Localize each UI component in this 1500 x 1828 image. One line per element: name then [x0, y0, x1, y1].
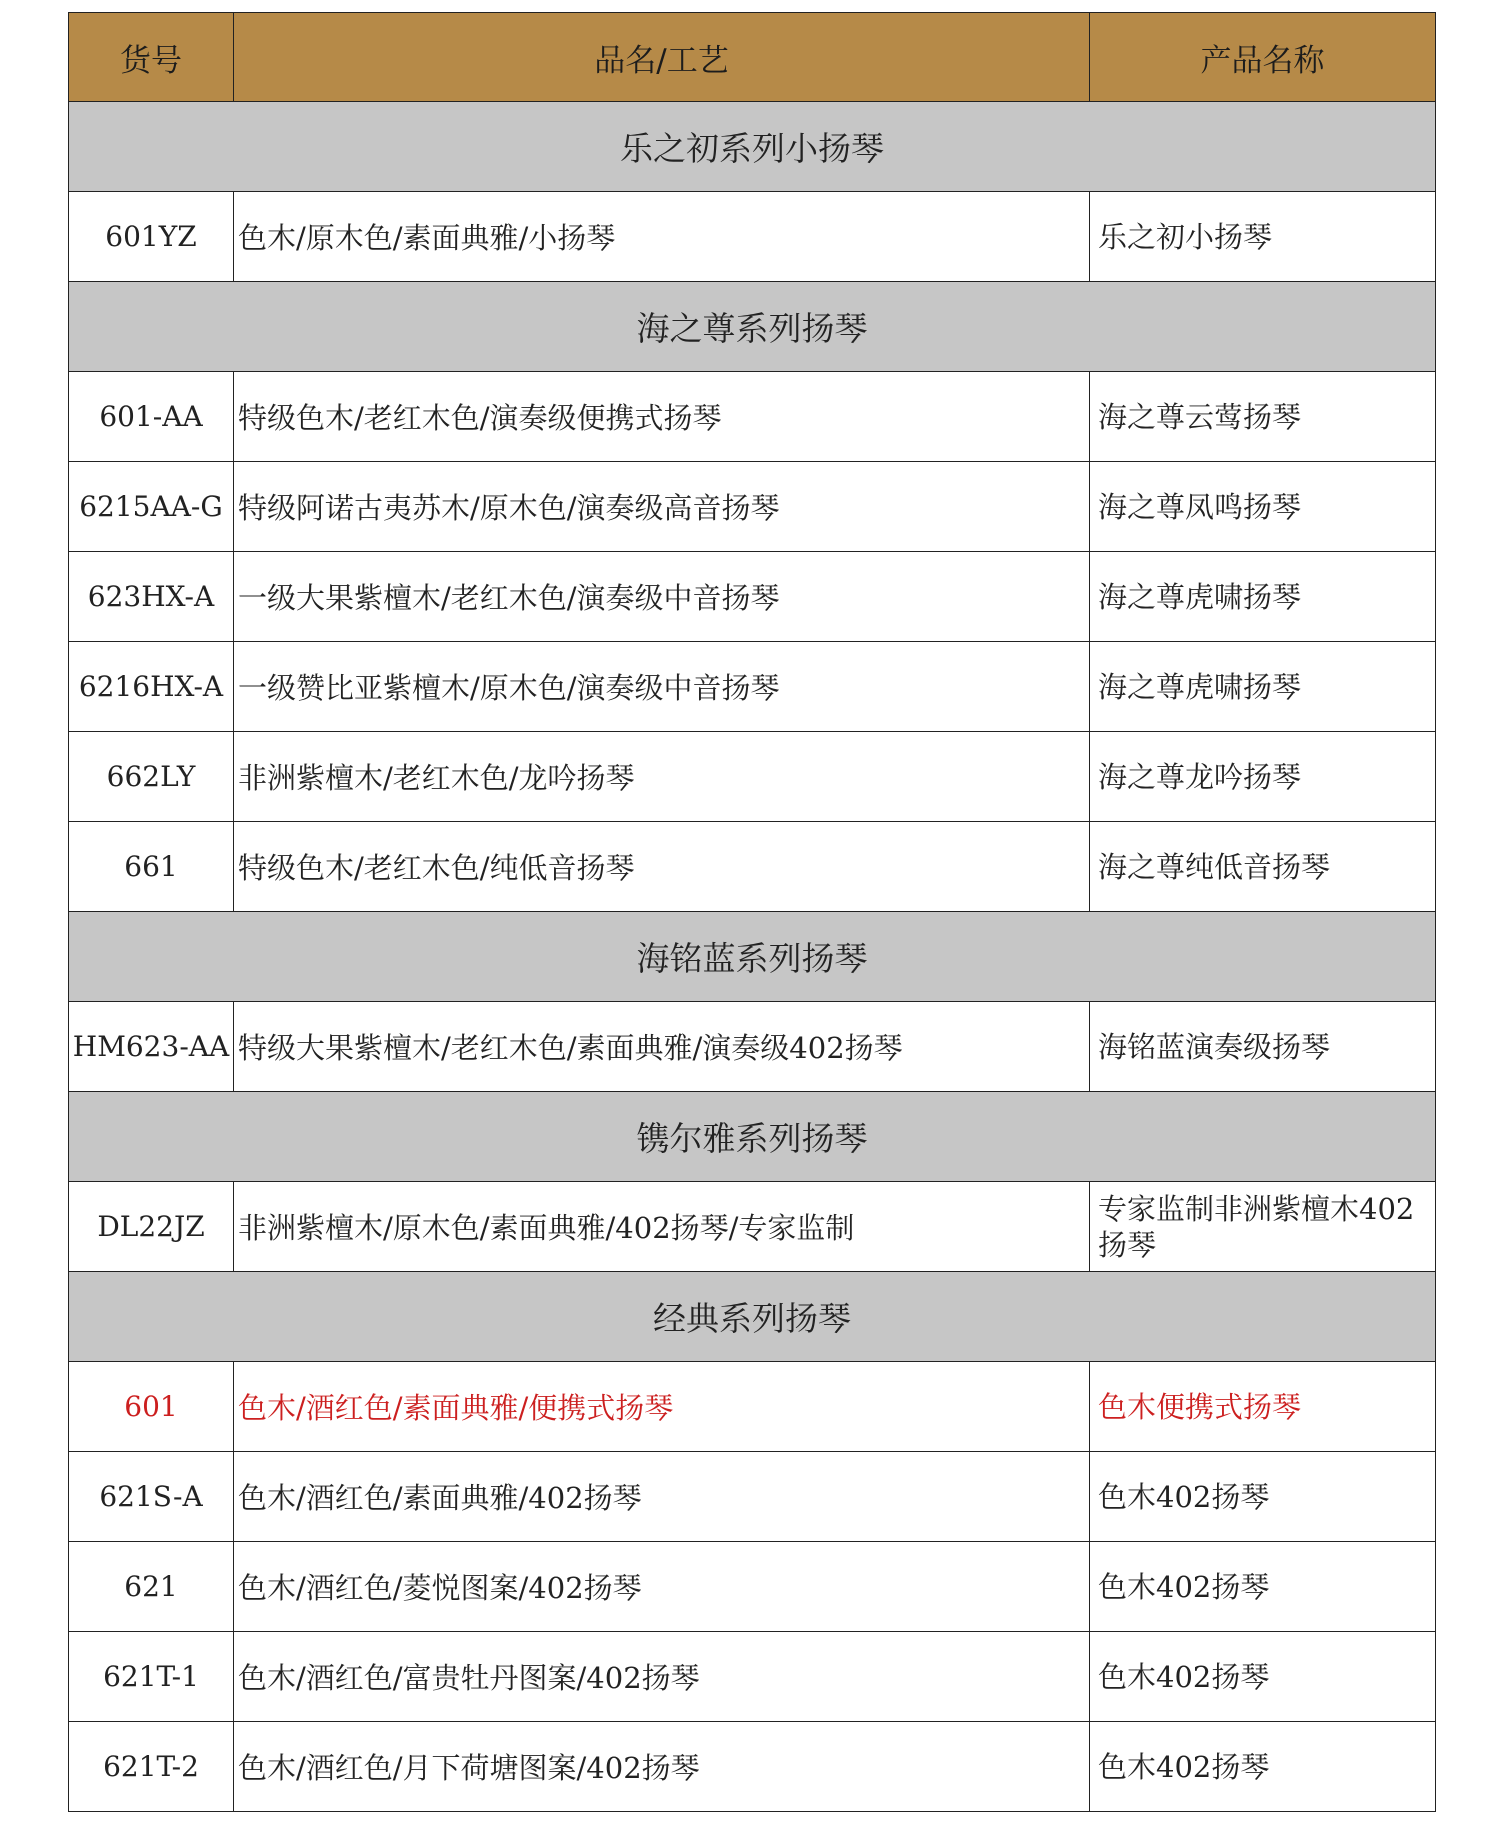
section-header-row	[69, 102, 1436, 192]
table-row	[69, 732, 1436, 822]
product-code: 621S-A	[69, 1452, 234, 1542]
product-code: 662LY	[69, 732, 234, 822]
product-code: DL22JZ	[69, 1182, 234, 1272]
product-name: 海之尊虎啸扬琴	[1090, 552, 1436, 642]
table-row	[69, 462, 1436, 552]
product-name: 海之尊纯低音扬琴	[1090, 822, 1436, 912]
section-title: 海铭蓝系列扬琴	[69, 912, 1436, 1002]
table-row	[69, 1452, 1436, 1542]
product-description: 特级色木/老红木色/演奏级便携式扬琴	[234, 372, 1090, 462]
table-row	[69, 1542, 1436, 1632]
product-name: 色木便携式扬琴	[1090, 1362, 1436, 1452]
product-name: 海之尊云莺扬琴	[1090, 372, 1436, 462]
product-table-container	[68, 12, 1435, 1812]
product-name: 色木402扬琴	[1090, 1542, 1436, 1632]
table-row	[69, 372, 1436, 462]
product-code: 621	[69, 1542, 234, 1632]
section-title: 经典系列扬琴	[69, 1272, 1436, 1362]
section-header-row	[69, 282, 1436, 372]
product-description: 非洲紫檀木/原木色/素面典雅/402扬琴/专家监制	[234, 1182, 1090, 1272]
product-code: 6216HX-A	[69, 642, 234, 732]
product-code: 601-AA	[69, 372, 234, 462]
section-header-row	[69, 1092, 1436, 1182]
product-description: 特级大果紫檀木/老红木色/素面典雅/演奏级402扬琴	[234, 1002, 1090, 1092]
table-row	[69, 552, 1436, 642]
product-description: 色木/酒红色/月下荷塘图案/402扬琴	[234, 1722, 1090, 1812]
table-header-row	[69, 13, 1436, 102]
product-description: 色木/酒红色/菱悦图案/402扬琴	[234, 1542, 1090, 1632]
product-code: 601YZ	[69, 192, 234, 282]
product-description: 一级大果紫檀木/老红木色/演奏级中音扬琴	[234, 552, 1090, 642]
product-description: 色木/酒红色/富贵牡丹图案/402扬琴	[234, 1632, 1090, 1722]
header-desc: 品名/工艺	[234, 13, 1090, 102]
header-code: 货号	[69, 13, 234, 102]
product-description: 色木/酒红色/素面典雅/402扬琴	[234, 1452, 1090, 1542]
section-header-row	[69, 912, 1436, 1002]
product-description: 特级阿诺古夷苏木/原木色/演奏级高音扬琴	[234, 462, 1090, 552]
product-description: 非洲紫檀木/老红木色/龙吟扬琴	[234, 732, 1090, 822]
product-code: 6215AA-G	[69, 462, 234, 552]
table-row	[69, 1722, 1436, 1812]
product-name: 色木402扬琴	[1090, 1452, 1436, 1542]
product-name: 乐之初小扬琴	[1090, 192, 1436, 282]
table-row	[69, 642, 1436, 732]
table-row	[69, 822, 1436, 912]
section-title: 镌尔雅系列扬琴	[69, 1092, 1436, 1182]
product-name: 色木402扬琴	[1090, 1632, 1436, 1722]
table-row	[69, 1002, 1436, 1092]
header-name: 产品名称	[1090, 13, 1436, 102]
product-name: 色木402扬琴	[1090, 1722, 1436, 1812]
product-name: 海之尊虎啸扬琴	[1090, 642, 1436, 732]
product-code: 661	[69, 822, 234, 912]
product-description: 一级赞比亚紫檀木/原木色/演奏级中音扬琴	[234, 642, 1090, 732]
product-table	[68, 12, 1436, 1812]
table-body	[69, 102, 1436, 1812]
product-code: HM623-AA	[69, 1002, 234, 1092]
table-row	[69, 1632, 1436, 1722]
product-code: 621T-2	[69, 1722, 234, 1812]
product-code: 621T-1	[69, 1632, 234, 1722]
product-name: 海之尊凤鸣扬琴	[1090, 462, 1436, 552]
product-code: 601	[69, 1362, 234, 1452]
product-name: 海铭蓝演奏级扬琴	[1090, 1002, 1436, 1092]
section-header-row	[69, 1272, 1436, 1362]
product-name: 海之尊龙吟扬琴	[1090, 732, 1436, 822]
table-row	[69, 1182, 1436, 1272]
table-row	[69, 192, 1436, 282]
section-title: 海之尊系列扬琴	[69, 282, 1436, 372]
table-row	[69, 1362, 1436, 1452]
product-description: 色木/酒红色/素面典雅/便携式扬琴	[234, 1362, 1090, 1452]
product-description: 色木/原木色/素面典雅/小扬琴	[234, 192, 1090, 282]
product-description: 特级色木/老红木色/纯低音扬琴	[234, 822, 1090, 912]
product-code: 623HX-A	[69, 552, 234, 642]
section-title: 乐之初系列小扬琴	[69, 102, 1436, 192]
product-name: 专家监制非洲紫檀木402扬琴	[1090, 1182, 1436, 1272]
